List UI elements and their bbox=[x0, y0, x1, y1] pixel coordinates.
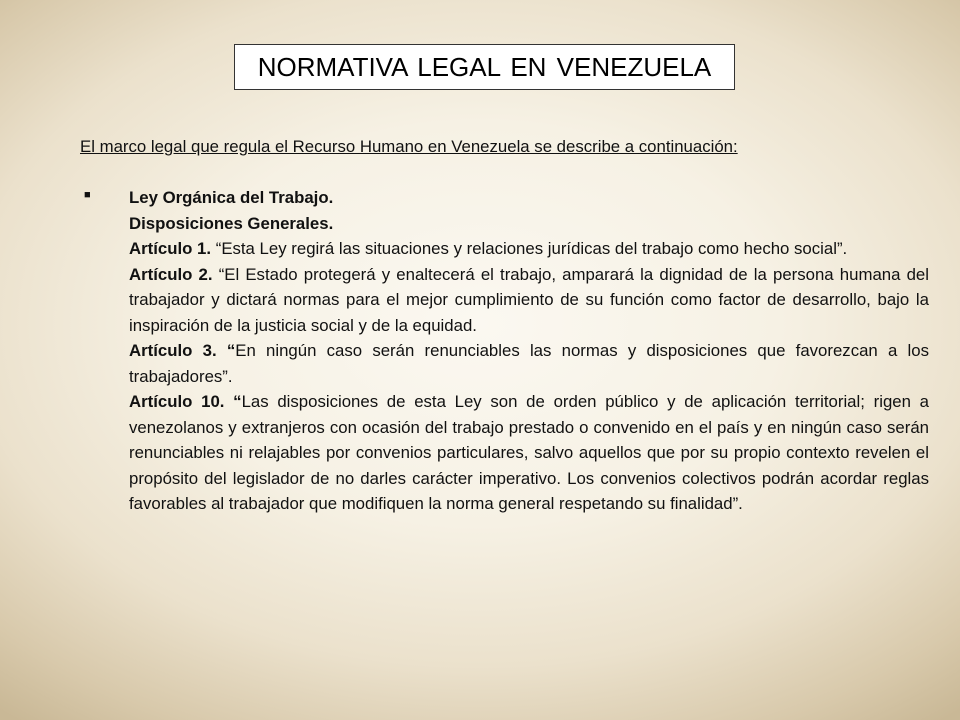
law-section: Disposiciones Generales. bbox=[129, 213, 334, 233]
title-box bbox=[234, 44, 735, 90]
law-name: Ley Orgánica del Trabajo. bbox=[129, 188, 334, 207]
article-1 bbox=[129, 236, 929, 262]
article-1-lead: Artículo 1. bbox=[129, 239, 212, 258]
article-2 bbox=[129, 262, 929, 339]
law-content bbox=[129, 185, 929, 517]
article-3 bbox=[129, 338, 929, 389]
article-1-text: “Esta Ley regirá las situaciones y relaciones jurídicas del trabajo como hecho social”. bbox=[211, 239, 848, 258]
article-2-text: “El Estado protegerá y enaltecerá el trabajo, amparará la dignidad de la persona humana del trabajador y dictará normas para el mejor cumplimiento de su función como factor de desarrollo, bajo la inspiración de la justicia social y de la equidad. bbox=[129, 264, 929, 335]
article-10-lead: Artículo 10. “ bbox=[129, 392, 242, 411]
article-2-lead: Artículo 2. bbox=[129, 264, 213, 284]
square-bullet-icon: ■ bbox=[84, 189, 91, 201]
intro-text: El marco legal que regula el Recurso Humano en Venezuela se describe a continuación: bbox=[80, 137, 738, 156]
article-10-text: Las disposiciones de esta Ley son de orden público y de aplicación territorial; rigen a venezolanos y extranjeros con ocasión del trabajo prestado o convenido en el país y en ningún caso serán renunciables ni relajables por convenios particulares, salvo aquellos que por su propio contexto revelen el propósito del legislador de no darles carácter imperativo. Los convenios colectivos podrán acordar reglas favorables al trabajador que modifiquen la norma general respetando su finalidad”. bbox=[129, 392, 929, 513]
article-3-text: En ningún caso serán renunciables las normas y disposiciones que favorezcan a los trabajadores”. bbox=[129, 341, 929, 386]
article-3-lead: Artículo 3. “ bbox=[129, 341, 236, 360]
article-10 bbox=[129, 389, 929, 517]
slide-title: NORMATIVA LEGAL EN VENEZUELA bbox=[257, 51, 712, 82]
